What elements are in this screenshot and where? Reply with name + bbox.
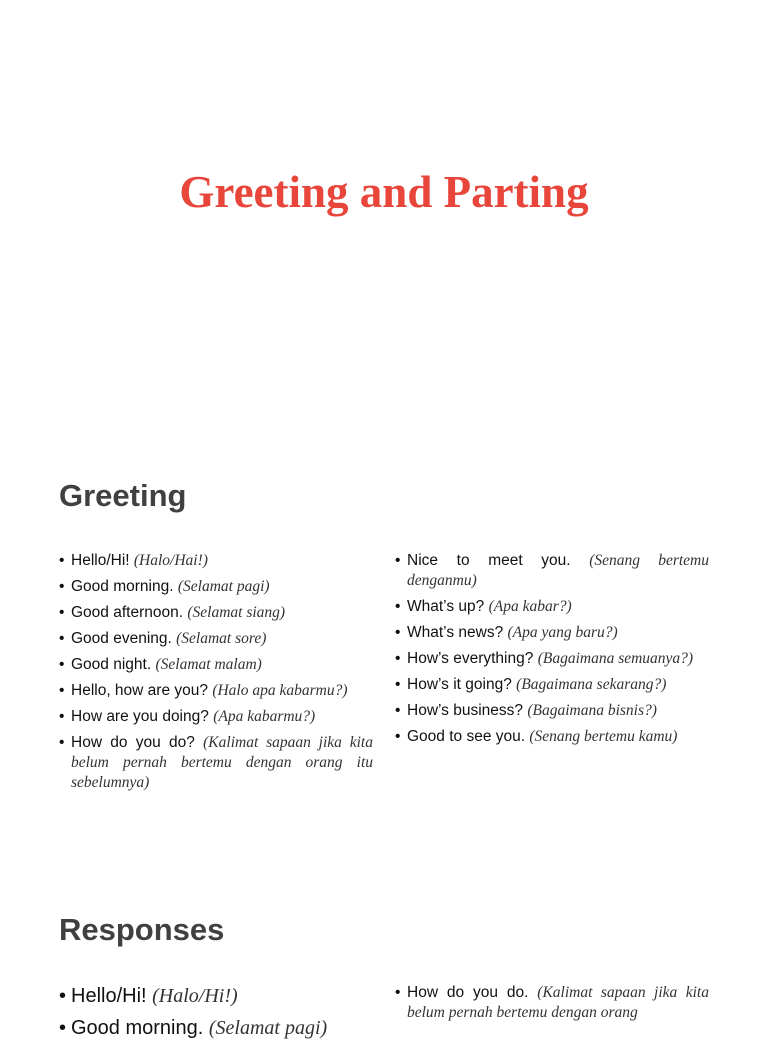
list-item xyxy=(395,623,709,643)
list-item xyxy=(395,551,709,591)
responses-list-left xyxy=(59,983,373,1047)
list-item xyxy=(395,597,709,617)
bullet-icon: • xyxy=(395,598,401,615)
greeting-translation: (Selamat malam) xyxy=(155,656,262,673)
list-item xyxy=(59,603,373,623)
greeting-translation: (Bagaimana bisnis?) xyxy=(527,702,657,719)
list-item xyxy=(59,733,373,793)
responses-list-right xyxy=(395,983,709,1029)
greeting-translation: (Senang bertemu kamu) xyxy=(529,728,678,745)
greeting-translation: (Selamat siang) xyxy=(187,604,286,621)
greeting-translation: (Selamat sore) xyxy=(176,630,267,647)
list-item xyxy=(395,701,709,721)
greeting-phrase: Good evening. xyxy=(71,630,172,647)
bullet-icon: • xyxy=(395,984,401,1001)
greeting-phrase: Hello/Hi! xyxy=(71,552,130,569)
slide-title: Greeting and Parting xyxy=(179,167,589,217)
greeting-translation: (Apa kabar?) xyxy=(488,598,572,615)
greeting-phrase: How’s everything? xyxy=(407,650,534,667)
response-phrase: Hello/Hi! xyxy=(71,985,147,1007)
greeting-phrase: How’s it going? xyxy=(407,676,512,693)
list-item xyxy=(395,727,709,747)
greeting-translation: (Halo/Hai!) xyxy=(133,552,208,569)
greeting-phrase: Good afternoon. xyxy=(71,604,184,621)
greeting-translation: (Bagaimana semuanya?) xyxy=(537,650,694,667)
greeting-translation: (Selamat pagi) xyxy=(177,578,270,595)
greeting-phrase: What’s up? xyxy=(407,598,485,615)
greeting-phrase: Good night. xyxy=(71,656,152,673)
greeting-phrase: How’s business? xyxy=(407,702,524,719)
greeting-heading: Greeting xyxy=(59,478,187,513)
greeting-phrase: Good morning. xyxy=(71,578,174,595)
response-phrase: Good morning. xyxy=(71,1017,204,1039)
response-phrase: How do you do. xyxy=(407,984,529,1001)
greeting-list-left xyxy=(59,551,373,799)
list-item xyxy=(59,551,373,571)
greeting-phrase: Good to see you. xyxy=(407,728,526,745)
bullet-icon: • xyxy=(59,630,65,647)
bullet-icon: • xyxy=(395,728,401,745)
bullet-icon: • xyxy=(395,676,401,693)
greeting-phrase: How are you doing? xyxy=(71,708,209,725)
greeting-phrase: How do you do? xyxy=(71,734,195,751)
greeting-translation: (Apa kabarmu?) xyxy=(213,708,316,725)
list-item xyxy=(59,577,373,597)
list-item xyxy=(395,983,709,1023)
list-item xyxy=(395,649,709,669)
response-translation: (Kalimat sapaan jika kita belum pernah bertemu dengan orang xyxy=(407,984,709,1021)
greeting-phrase: Hello, how are you? xyxy=(71,682,208,699)
bullet-icon: • xyxy=(59,1017,67,1039)
list-item xyxy=(59,1015,373,1041)
bullet-icon: • xyxy=(59,708,65,725)
greeting-phrase: What’s news? xyxy=(407,624,504,641)
greeting-translation: (Apa yang baru?) xyxy=(507,624,618,641)
list-item xyxy=(59,629,373,649)
bullet-icon: • xyxy=(59,682,65,699)
greeting-translation: (Kalimat sapaan jika kita belum pernah bertemu dengan orang itu sebelumnya) xyxy=(71,734,373,791)
greeting-translation: (Bagaimana sekarang?) xyxy=(516,676,667,693)
greeting-translation: (Halo apa kabarmu?) xyxy=(212,682,348,699)
bullet-icon: • xyxy=(395,624,401,641)
greeting-translation: (Senang bertemu denganmu) xyxy=(407,552,709,589)
bullet-icon: • xyxy=(59,985,67,1007)
bullet-icon: • xyxy=(395,702,401,719)
bullet-icon: • xyxy=(59,734,65,751)
bullet-icon: • xyxy=(59,578,65,595)
greeting-phrase: Nice to meet you. xyxy=(407,552,571,569)
list-item xyxy=(59,655,373,675)
bullet-icon: • xyxy=(395,650,401,667)
bullet-icon: • xyxy=(59,552,65,569)
bullet-icon: • xyxy=(395,552,401,569)
greeting-list-right xyxy=(395,551,709,753)
list-item xyxy=(395,675,709,695)
bullet-icon: • xyxy=(59,656,65,673)
responses-heading: Responses xyxy=(59,912,225,947)
list-item xyxy=(59,681,373,701)
response-translation: (Halo/Hi!) xyxy=(152,985,238,1007)
list-item xyxy=(59,983,373,1009)
response-translation: (Selamat pagi) xyxy=(208,1017,328,1039)
list-item xyxy=(59,707,373,727)
bullet-icon: • xyxy=(59,604,65,621)
